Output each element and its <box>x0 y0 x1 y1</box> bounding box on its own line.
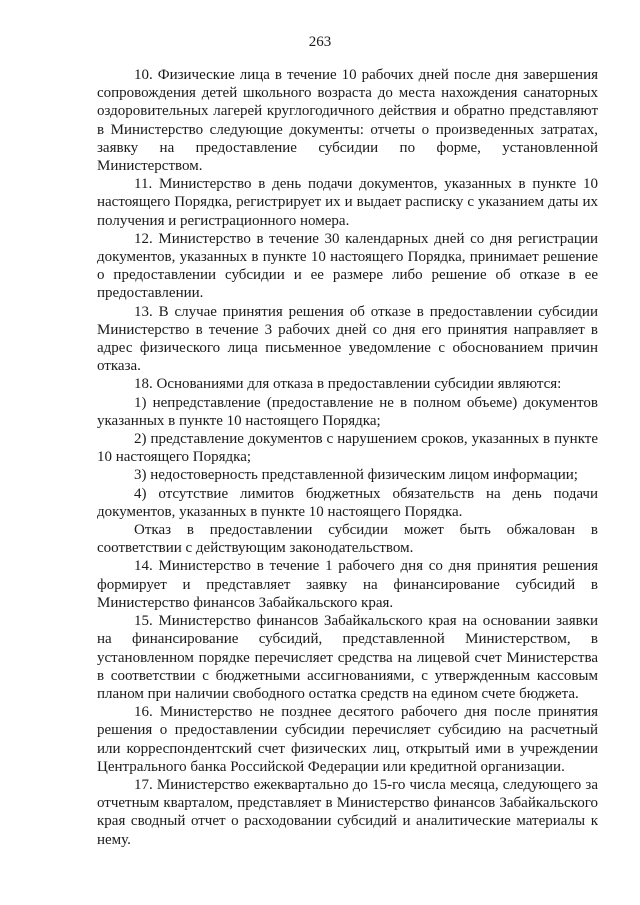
paragraph-18: 18. Основаниями для отказа в предоставлении субсидии являются: <box>134 376 562 393</box>
paragraph-10: 10. Физические лица в течение 10 рабочих дней после дня завершения сопровождения детей школьного возраста до места нахождения санаторных оздоровительных лагерей круглогодичного действия и обратно представляют в Министерство следующие документы: отчеты о произведенных затратах, заявку на предоставление субсидии по форме, установленной Министерством. <box>97 67 598 175</box>
refusal-reason-4: 4) отсутствие лимитов бюджетных обязательств на день подачи документов, указанных в пункте 10 настоящего Порядка. <box>97 485 598 520</box>
document-body <box>97 66 598 849</box>
paragraph-17: 17. Министерство ежеквартально до 15-го числа месяца, следующего за отчетным кварталом, представляет в Министерство финансов Забайкальского края сводный отчет о расходовании субсидий и аналитические материалы к нему. <box>97 776 598 848</box>
appeal-note: Отказ в предоставлении субсидии может быть обжалован в соответствии с действующим законодательством. <box>97 522 598 557</box>
paragraph-16: 16. Министерство не позднее десятого рабочего дня после принятия решения о предоставлении субсидии перечисляет субсидию на расчетный или корреспондентский счет физических лиц, открытый ими в учреждении Центрального банка Российской Федерации или кредитной организации. <box>97 704 598 775</box>
paragraph-11: 11. Министерство в день подачи документов, указанных в пункте 10 настоящего Порядка, регистрирует их и выдает расписку с указанием даты их получения и регистрационного номера. <box>97 176 598 229</box>
refusal-reason-2: 2) представление документов с нарушением сроков, указанных в пункте 10 настоящего Порядка; <box>97 431 598 466</box>
refusal-reason-1: 1) непредставление (предоставление не в полном объеме) документов указанных в пункте 10 настоящего Порядка; <box>97 394 598 429</box>
paragraph-14: 14. Министерство в течение 1 рабочего дня со дня принятия решения формирует и представляет заявку на финансирование субсидий в Министерство финансов Забайкальского края. <box>97 558 598 611</box>
paragraph-15: 15. Министерство финансов Забайкальского края на основании заявки на финансирование субсидий, представленной Министерством, в установленном порядке перечисляет средства на лицевой счет Министерства в соответствии с бюджетными ассигнованиями, с утвержденным кассовым планом при наличии свободного остатка средств на едином счете бюджета. <box>97 613 598 702</box>
page-number: 263 <box>308 34 332 50</box>
refusal-reason-3: 3) недостоверность представленной физическим лицом информации; <box>134 467 578 484</box>
paragraph-13: 13. В случае принятия решения об отказе в предоставлении субсидии Министерство в течение 3 рабочих дней со дня его принятия направляет в адрес физического лица письменное уведомление с обоснованием причин отказа. <box>97 303 598 375</box>
paragraph-12: 12. Министерство в течение 30 календарных дней со дня регистрации документов, указанных в пункте 10 настоящего Порядка, принимает решение о предоставлении субсидии и ее размере либо решение об отказе в ее предоставлении. <box>97 230 598 302</box>
